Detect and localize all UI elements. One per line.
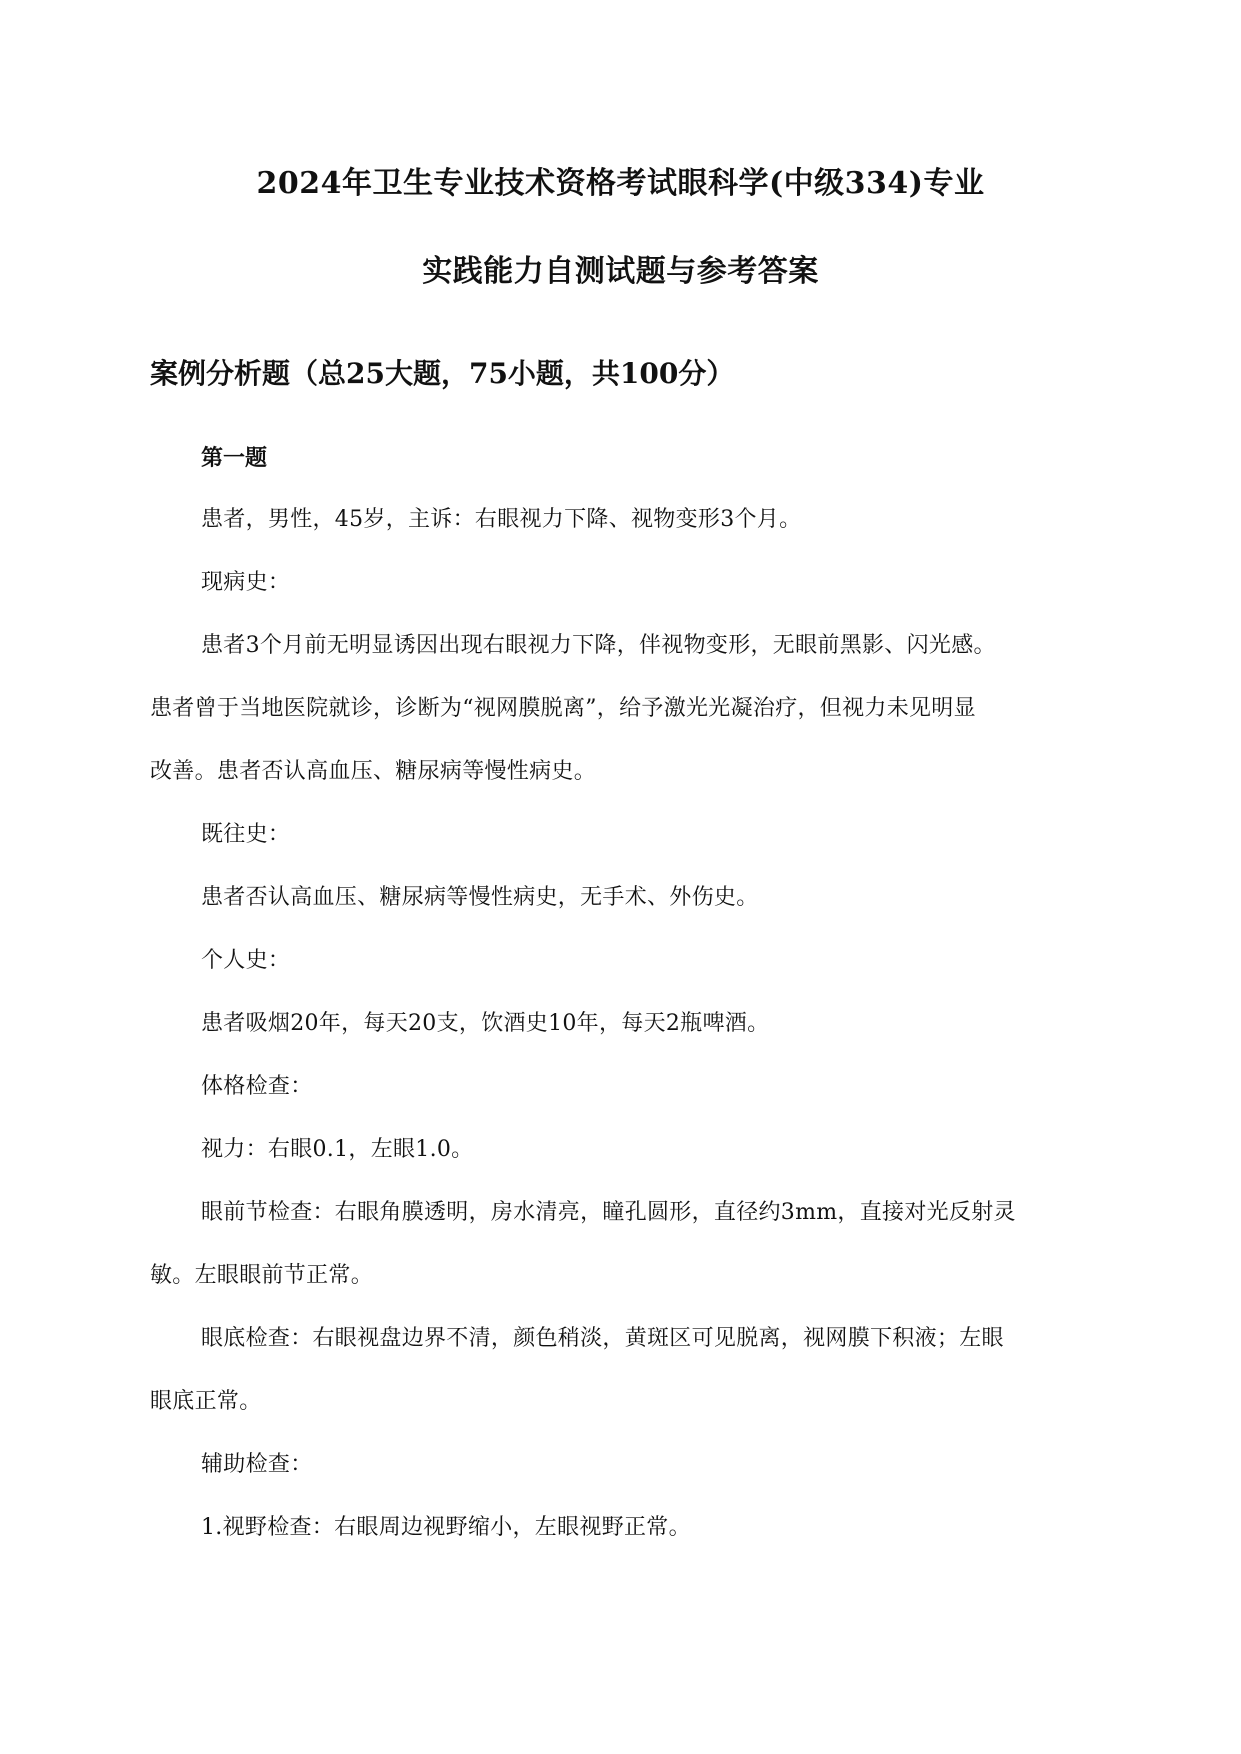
past-history-label: 既往史： xyxy=(201,822,291,847)
chief-complaint: 患者，男性，45岁，主诉：右眼视力下降、视物变形3个月。 xyxy=(201,507,802,532)
present-history-label: 现病史： xyxy=(201,570,291,595)
present-history-line: 改善。患者否认高血压、糖尿病等慢性病史。 xyxy=(150,759,597,784)
visual-field-result: 1.视野检查：右眼周边视野缩小，左眼视野正常。 xyxy=(201,1515,691,1540)
present-history-line: 患者曾于当地医院就诊，诊断为“视网膜脱离”，给予激光光凝治疗，但视力未见明显 xyxy=(150,696,976,721)
past-history: 患者否认高血压、糖尿病等慢性病史，无手术、外伤史。 xyxy=(201,885,759,910)
visual-acuity: 视力：右眼0.1，左眼1.0。 xyxy=(201,1137,474,1162)
personal-history: 患者吸烟20年，每天20支，饮酒史10年，每天2瓶啤酒。 xyxy=(201,1011,770,1036)
present-history-line: 患者3个月前无明显诱因出现右眼视力下降，伴视物变形，无眼前黑影、闪光感。 xyxy=(201,633,996,658)
fundus-line: 眼底检查：右眼视盘边界不清，颜色稍淡，黄斑区可见脱离，视网膜下积液；左眼 xyxy=(201,1326,1004,1351)
personal-history-label: 个人史： xyxy=(201,948,291,973)
fundus-line: 眼底正常。 xyxy=(150,1389,262,1414)
physical-exam-label: 体格检查： xyxy=(201,1074,313,1099)
question-label: 第一题 xyxy=(201,445,268,471)
anterior-segment-line: 敏。左眼眼前节正常。 xyxy=(150,1263,374,1288)
section-heading: 案例分析题（总25大题，75小题，共100分） xyxy=(150,357,735,390)
document-title-line-2: 实践能力自测试题与参考答案 xyxy=(422,254,819,289)
anterior-segment-line: 眼前节检查：右眼角膜透明，房水清亮，瞳孔圆形，直径约3mm，直接对光反射灵 xyxy=(201,1200,1016,1225)
document-title-line-1: 2024年卫生专业技术资格考试眼科学(中级334)专业 xyxy=(256,166,985,201)
auxiliary-exam-label: 辅助检查： xyxy=(201,1452,313,1477)
